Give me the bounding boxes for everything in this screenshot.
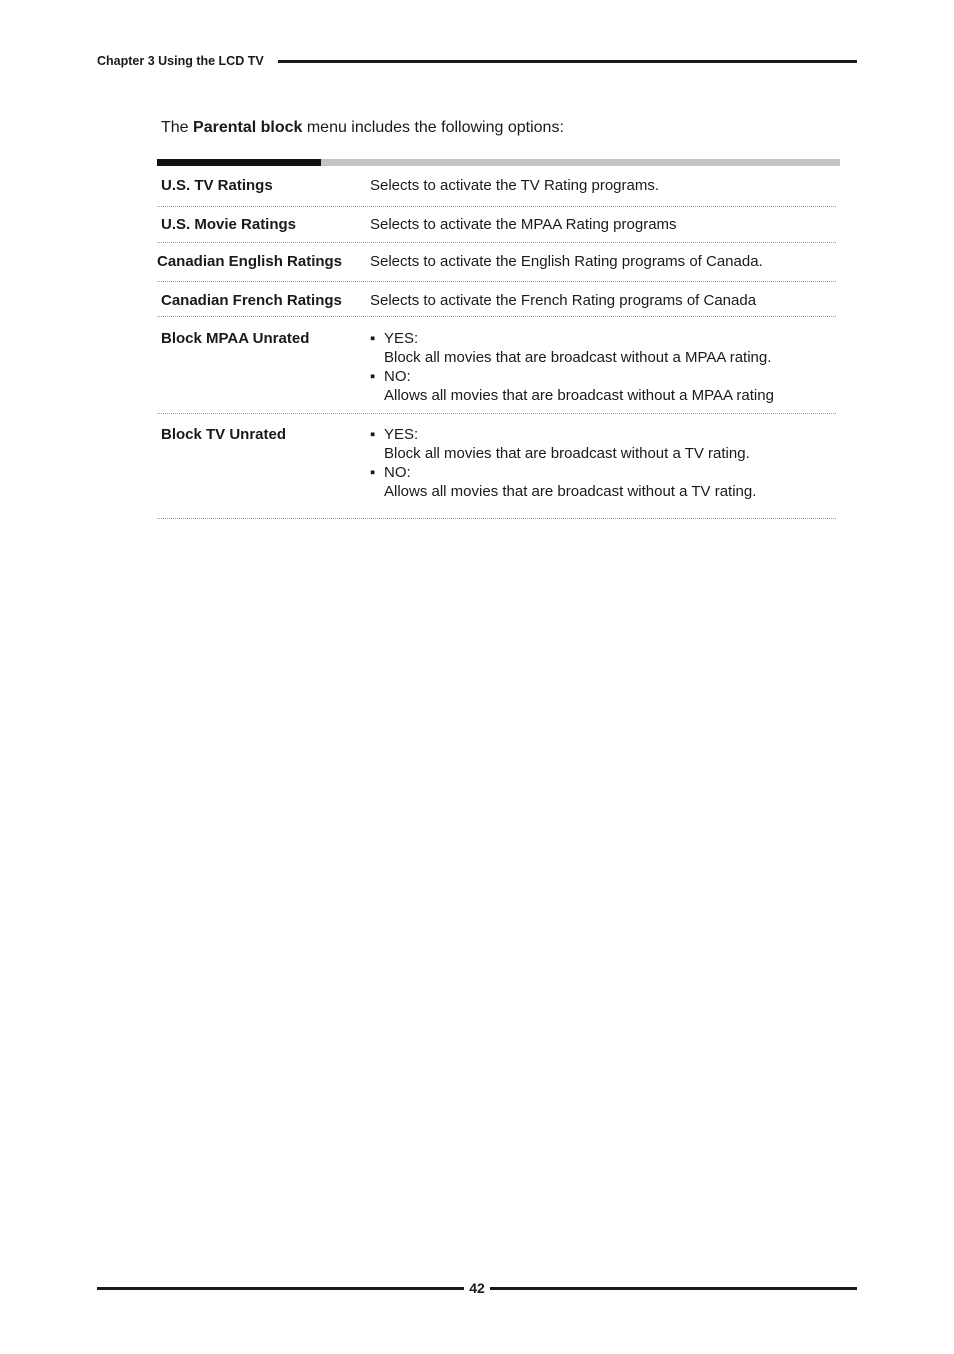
- footer-rule-right: [490, 1287, 857, 1290]
- option-term: U.S. Movie Ratings: [161, 216, 297, 233]
- table-row: [157, 282, 836, 317]
- square-bullet-icon: ▪: [370, 330, 376, 347]
- page-header: [97, 52, 857, 70]
- options-table: [157, 166, 836, 519]
- option-term: Block TV Unrated: [161, 426, 287, 443]
- option-detail: Block all movies that are broadcast without a TV rating.: [384, 445, 750, 462]
- table-row: [157, 166, 836, 207]
- table-row: [157, 317, 836, 414]
- page-number: 42: [469, 1280, 485, 1296]
- list-item: [370, 367, 836, 405]
- option-description: Selects to activate the TV Rating programs.: [370, 177, 660, 194]
- option-detail: Allows all movies that are broadcast without a TV rating.: [384, 483, 757, 500]
- option-label: NO:: [384, 464, 411, 481]
- list-item: [370, 463, 836, 501]
- option-description: Selects to activate the English Rating programs of Canada.: [370, 253, 763, 270]
- intro-paragraph: [161, 118, 564, 138]
- option-term: Canadian French Ratings: [161, 292, 342, 309]
- option-description: [369, 414, 836, 518]
- option-list: [370, 425, 836, 501]
- option-label: YES:: [384, 426, 419, 443]
- chapter-title: Chapter 3 Using the LCD TV: [97, 54, 264, 68]
- option-description: Selects to activate the MPAA Rating programs: [370, 216, 677, 233]
- intro-suffix: menu includes the following options:: [302, 119, 564, 136]
- square-bullet-icon: ▪: [370, 368, 376, 385]
- option-term: Canadian English Ratings: [157, 253, 343, 270]
- header-rule: [278, 60, 857, 63]
- table-row: [157, 243, 836, 282]
- option-label: NO:: [384, 368, 411, 385]
- square-bullet-icon: ▪: [370, 426, 376, 443]
- option-description: Selects to activate the French Rating programs of Canada: [370, 292, 757, 309]
- option-label: YES:: [384, 330, 419, 347]
- intro-emphasis: Parental block: [193, 119, 303, 136]
- square-bullet-icon: ▪: [370, 464, 376, 481]
- list-item: [370, 329, 836, 367]
- table-row: [157, 207, 836, 243]
- intro-prefix: The: [161, 119, 194, 136]
- table-top-bar: [157, 159, 840, 166]
- page-footer: [97, 1277, 857, 1299]
- table-top-bar-accent: [157, 159, 321, 166]
- option-term: Block MPAA Unrated: [161, 330, 310, 347]
- option-term: U.S. TV Ratings: [161, 177, 273, 194]
- option-detail: Allows all movies that are broadcast without a MPAA rating: [384, 387, 774, 404]
- option-list: [370, 329, 836, 405]
- table-row: [157, 414, 836, 519]
- list-item: [370, 425, 836, 463]
- footer-rule-left: [97, 1287, 464, 1290]
- option-description: [369, 317, 836, 413]
- option-detail: Block all movies that are broadcast without a MPAA rating.: [384, 349, 772, 366]
